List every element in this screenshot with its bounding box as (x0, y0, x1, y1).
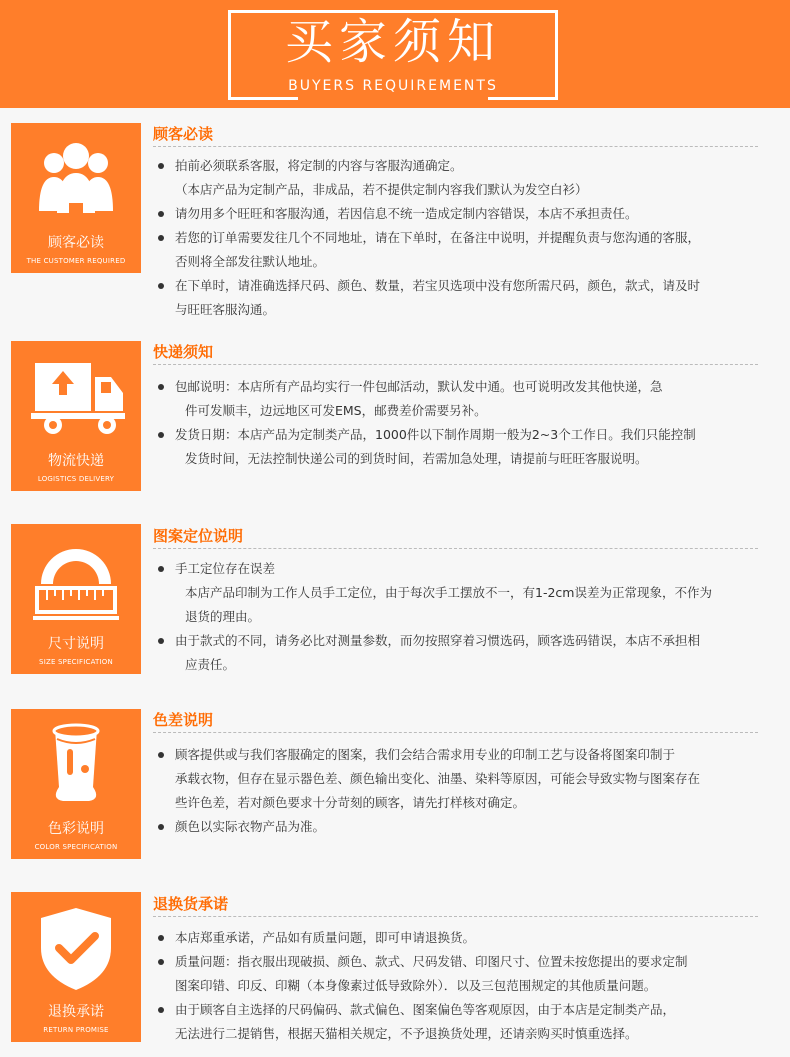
card-label: 尺寸说明 (48, 636, 104, 652)
list-item-continued: 与旺旺客服沟通。 (175, 302, 276, 317)
card-label-en: LOGISTICS DELIVERY (37, 475, 115, 483)
ruler-icon (11, 524, 141, 634)
people-icon (11, 123, 141, 233)
list-item-continued: 发货时间，无法控制快递公司的到货时间，若需加急处理，请提前与旺旺客服说明。 (185, 451, 648, 466)
list-item-continued: 件可发顺丰，边远地区可发EMS，邮费差价需要另补。 (185, 403, 487, 418)
card-label: 退换承诺 (48, 1004, 104, 1020)
divider (153, 364, 758, 365)
section-title: 快递须知 (153, 343, 214, 361)
list-item: 颜色以实际衣物产品为准。 (158, 818, 325, 836)
list-item-continued: 些许色差，若对颜色要求十分苛刻的顾客，请先打样核对确定。 (175, 795, 526, 810)
list-item: 手工定位存在误差 (158, 560, 275, 578)
section-title: 图案定位说明 (153, 527, 244, 545)
list-item: 顾客提供或与我们客服确定的图案，我们会结合需求用专业的印制工艺与设备将图案印制于 (158, 746, 675, 764)
card-label: 物流快递 (48, 453, 104, 469)
list-item-continued: （本店产品为定制产品，非成品，若不提供定制内容我们默认为发空白衫） (175, 182, 588, 197)
page-subtitle: BUYERS REQUIREMENTS (288, 78, 498, 94)
card-label-en: RETURN PROMISE (43, 1026, 109, 1034)
paint-bucket-icon (11, 709, 141, 819)
divider (153, 916, 758, 917)
header-banner (0, 0, 790, 108)
list-item: 由于款式的不同，请务必比对测量参数，而勿按照穿着习惯选码，顾客选码错误，本店不承担相 (158, 632, 700, 650)
card-label-en: COLOR SPECIFICATION (34, 843, 118, 851)
list-item-continued: 无法进行二提销售，根据天猫相关规定，不予退换货处理，还请亲购买时慎重选择。 (175, 1026, 638, 1041)
list-item-continued: 退货的理由。 (185, 609, 261, 624)
card-label-en: THE CUSTOMER REQUIRED (26, 257, 126, 265)
card-label: 顾客必读 (48, 235, 104, 251)
divider (153, 548, 758, 549)
card-color-specification (11, 709, 141, 859)
list-item: 在下单时，请准确选择尺码、颜色、数量，若宝贝选项中没有您所需尺码，颜色，款式，请及时 (158, 277, 700, 295)
list-item: 质量问题：指衣服出现破损、颜色、款式、尺码发错、印图尺寸、位置未按您提出的要求定制 (158, 953, 688, 971)
list-item: 若您的订单需要发往几个不同地址，请在下单时，在备注中说明，并提醒负责与您沟通的客服， (158, 229, 700, 247)
card-customer-required (11, 123, 141, 273)
list-item-continued: 承载衣物，但存在显示器色差、颜色输出变化、油墨、染料等原因，可能会导致实物与图案存在 (175, 771, 701, 786)
section-title: 退换货承诺 (153, 895, 229, 913)
card-label-en: SIZE SPECIFICATION (39, 658, 113, 666)
list-item-continued: 图案印错、印反、印糊（本身像素过低导致除外）．以及三包范围规定的其他质量问题。 (175, 978, 657, 993)
page-title: 买家须知 (284, 14, 501, 70)
divider (153, 732, 758, 733)
truck-icon (11, 341, 141, 451)
list-item: 拍前必须联系客服，将定制的内容与客服沟通确定。 (158, 157, 463, 175)
card-logistics-delivery (11, 341, 141, 491)
section-title: 顾客必读 (153, 125, 214, 143)
divider (153, 146, 758, 147)
list-item: 包邮说明：本店所有产品均实行一件包邮活动，默认发中通。也可说明改发其他快递，急 (158, 378, 663, 396)
shield-check-icon (11, 892, 141, 1002)
list-item: 由于顾客自主选择的尺码偏码、款式偏色、图案偏色等客观原因，由于本店是定制类产品， (158, 1001, 675, 1019)
list-item: 请勿用多个旺旺和客服沟通，若因信息不统一造成定制内容错误，本店不承担责任。 (158, 205, 638, 223)
list-item: 发货日期：本店产品为定制类产品，1000件以下制作周期一般为2~3个工作日。我们只能控制 (158, 426, 696, 444)
card-return-promise (11, 892, 141, 1042)
section-title: 色差说明 (153, 711, 214, 729)
list-item: 本店郑重承诺，产品如有质量问题，即可申请退换货。 (158, 929, 475, 947)
list-item-continued: 否则将全部发往默认地址。 (175, 254, 326, 269)
card-size-specification (11, 524, 141, 674)
list-item-continued: 应责任。 (185, 657, 236, 672)
list-item-continued: 本店产品印制为工作人员手工定位，由于每次手工摆放不一，有1-2cm误差为正常现象，不作为 (185, 585, 712, 600)
card-label: 色彩说明 (48, 821, 104, 837)
